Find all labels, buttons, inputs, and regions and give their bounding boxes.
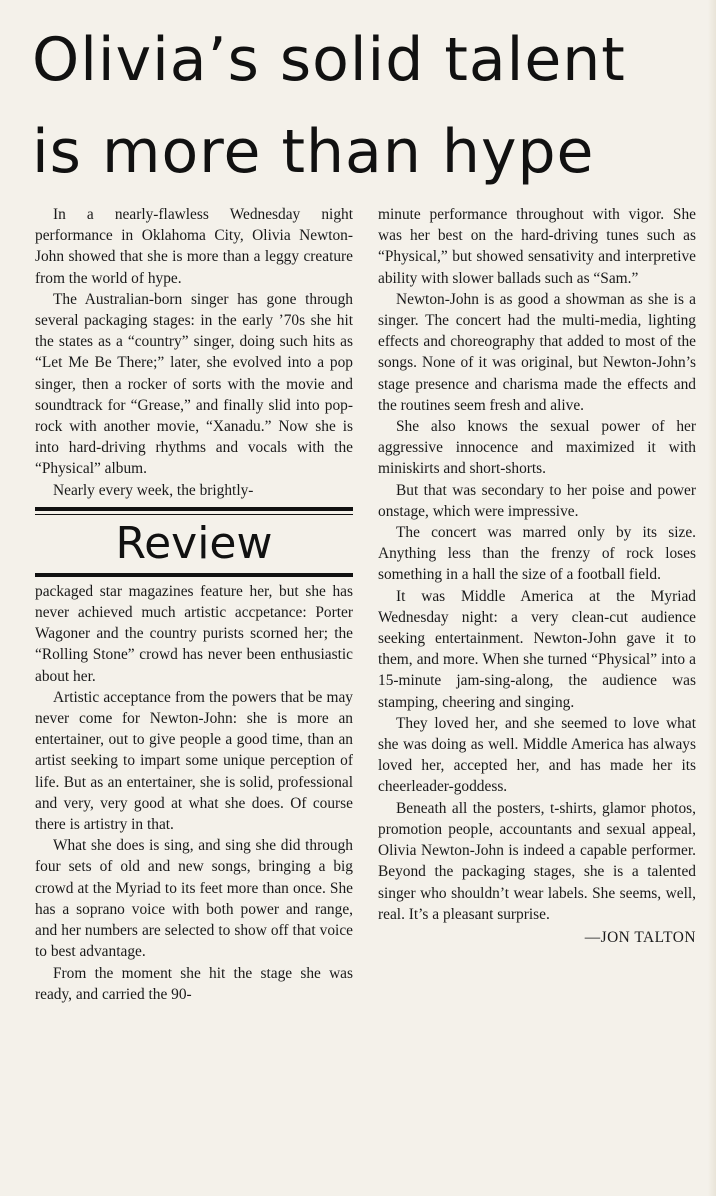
- left-column: [35, 204, 353, 1005]
- headline: [32, 14, 682, 198]
- paragraph: From the moment she hit the stage she was ready, and carried the 90-: [35, 964, 353, 1003]
- review-banner: [35, 507, 353, 577]
- page-edge: [708, 0, 716, 1196]
- paragraph: They loved her, and she seemed to love what she was doing as well. Middle America has always loved her, accepted her, and has made her its cheerleader-goddess.: [378, 714, 696, 796]
- paragraph: Newton-John is as good a showman as she is a singer. The concert had the multi-media, lighting effects and choreography that added to most of the songs. None of it was original, but Newton-John’s stage presence and charisma made the effects and the routines seem fresh and alive.: [378, 290, 696, 414]
- paragraph: What she does is sing, and sing she did through four sets of old and new songs, bringing a big crowd at the Myriad to its feet more than once. She has a soprano voice with both power and range, and her numbers are selected to show off that voice to best advantage.: [35, 837, 353, 961]
- paragraph: The Australian-born singer has gone through several packaging stages: in the early ’70s she hit the states as a “country” singer, doing such hits as “Let Me Be There;” later, she evolved into a pop singer, then a rocker of sorts with the movie and soundtrack for “Grease,” and finally slid into pop-rock with another movie, “Xanadu.” Now she is into hard-driving rhythms and vocals with the “Physical” album.: [35, 290, 353, 478]
- right-column: [378, 204, 696, 948]
- paragraph: Beneath all the posters, t-shirts, glamor photos, promotion people, accountants and sexual appeal, Olivia Newton-John is indeed a capable performer. Beyond the packaging stages, she is a talented singer who shouldn’t wear labels. She seems, well, real. It’s a pleasant surprise.: [378, 799, 696, 923]
- paragraph: She also knows the sexual power of her aggressive innocence and maximized it with miniskirts and short-shorts.: [378, 418, 696, 478]
- paragraph: But that was secondary to her poise and power onstage, which were impressive.: [378, 481, 696, 520]
- paragraph: Artistic acceptance from the powers that be may never come for Newton-John: she is more an entertainer, out to give people a good time, than an artist seeking to impart some unique perception of life. But as an entertainer, she is solid, professional and very, very good at what she does. Of course there is artistry in that.: [35, 688, 353, 834]
- paragraph: Nearly every week, the brightly-: [53, 481, 254, 499]
- paragraph: packaged star magazines feature her, but she has never achieved much artistic accpetance: Porter Wagoner and the country purists scorned her; the “Rolling Stone” crowd has never been enthusiastic about her.: [35, 582, 353, 685]
- paragraph: minute performance throughout with vigor. She was her best on the hard-driving tunes such as “Physical,” but showed sensativity and interpretive ability with slower ballads such as “Sam.”: [378, 206, 696, 287]
- paragraph: It was Middle America at the Myriad Wednesday night: a very clean-cut audience seeking entertainment. Newton-John gave it to them, and more. When she turned “Physical” into a 15-minute jam-sing-along, the audience was stamping, cheering and singing.: [378, 587, 696, 711]
- paragraph: In a nearly-flawless Wednesday night performance in Oklahoma City, Olivia Newton-John showed that she is more than a leggy creature from the world of hype.: [35, 206, 353, 287]
- paragraph: The concert was marred only by its size. Anything less than the frenzy of rock loses something in a hall the size of a football field.: [378, 524, 696, 584]
- headline-line-1: Olivia’s solid talent: [32, 25, 626, 95]
- headline-line-2: is more than hype: [32, 117, 595, 187]
- review-label: Review: [115, 517, 273, 569]
- byline: —JON TALTON: [584, 928, 696, 946]
